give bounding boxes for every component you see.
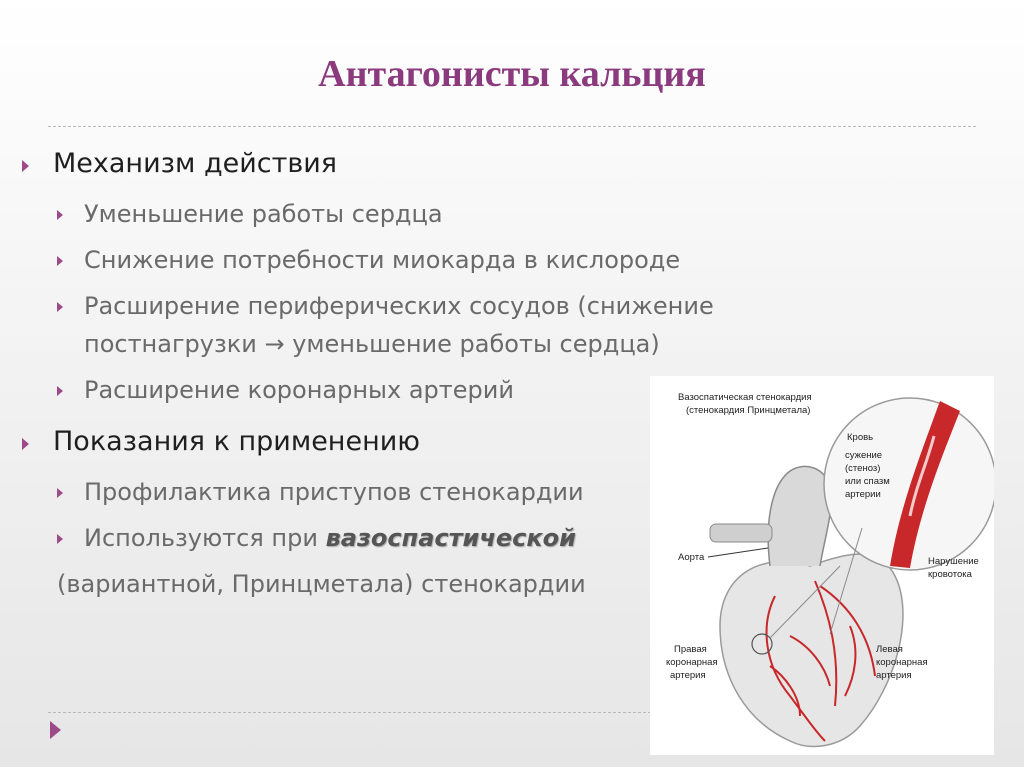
label-narrowing: (стеноз)	[845, 463, 881, 474]
leader-line	[708, 548, 768, 557]
sub-bullet-text: Уменьшение работы сердца	[84, 200, 443, 228]
sub-bullet-text: постнагрузки → уменьшение работы сердца)	[84, 330, 660, 358]
sub-bullet-text: Расширение коронарных артерий	[84, 376, 514, 404]
pulmonary-vessel	[710, 524, 772, 542]
sub-bullet-text: Расширение периферических сосудов (снижение	[84, 292, 714, 320]
label-right-coronary: артерия	[670, 670, 706, 681]
next-slide-arrow-icon[interactable]	[50, 721, 61, 739]
bullet-arrow-icon	[22, 438, 29, 450]
title-divider	[48, 126, 976, 127]
label-flow: кровотока	[928, 569, 972, 580]
label-right-coronary: коронарная	[666, 657, 718, 668]
label-narrowing: артерии	[845, 489, 881, 500]
heart-diagram	[650, 376, 994, 755]
bullet-arrow-icon	[57, 534, 63, 544]
aorta-shape	[768, 466, 831, 566]
label-right-coronary: Правая	[674, 644, 707, 655]
bullet-arrow-icon	[57, 256, 63, 266]
sub-bullet-text: Снижение потребности миокарда в кислороде	[84, 246, 681, 274]
label-left-coronary: Левая	[876, 644, 903, 655]
section-heading: Механизм действия	[53, 148, 338, 179]
sub-bullet-text: Профилактика приступов стенокардии	[84, 478, 584, 506]
emphasized-term: вазоспастической	[325, 524, 576, 552]
bullet-arrow-icon	[22, 160, 29, 172]
label-blood: Кровь	[847, 432, 874, 443]
figure-caption: (стенокардия Принцметала)	[686, 405, 811, 416]
bullet-arrow-icon	[57, 210, 63, 220]
sub-bullet-text: (вариантной, Принцметала) стенокардии	[57, 570, 586, 598]
bullet-arrow-icon	[57, 386, 63, 396]
bullet-arrow-icon	[57, 302, 63, 312]
section-heading: Показания к применению	[53, 426, 421, 457]
figure-caption: Вазоспатическая стенокардия	[678, 392, 812, 403]
label-aorta: Аорта	[678, 552, 705, 563]
label-narrowing: сужение	[845, 450, 883, 461]
heart-illustration	[650, 376, 994, 755]
slide-title: Антагонисты кальция	[318, 53, 706, 95]
label-narrowing: или спазм	[845, 476, 890, 487]
sub-bullet-text: Используются при	[84, 524, 326, 552]
label-left-coronary: артерия	[876, 670, 912, 681]
bullet-arrow-icon	[57, 488, 63, 498]
label-flow: Нарушение	[928, 556, 979, 567]
label-left-coronary: коронарная	[876, 657, 928, 668]
